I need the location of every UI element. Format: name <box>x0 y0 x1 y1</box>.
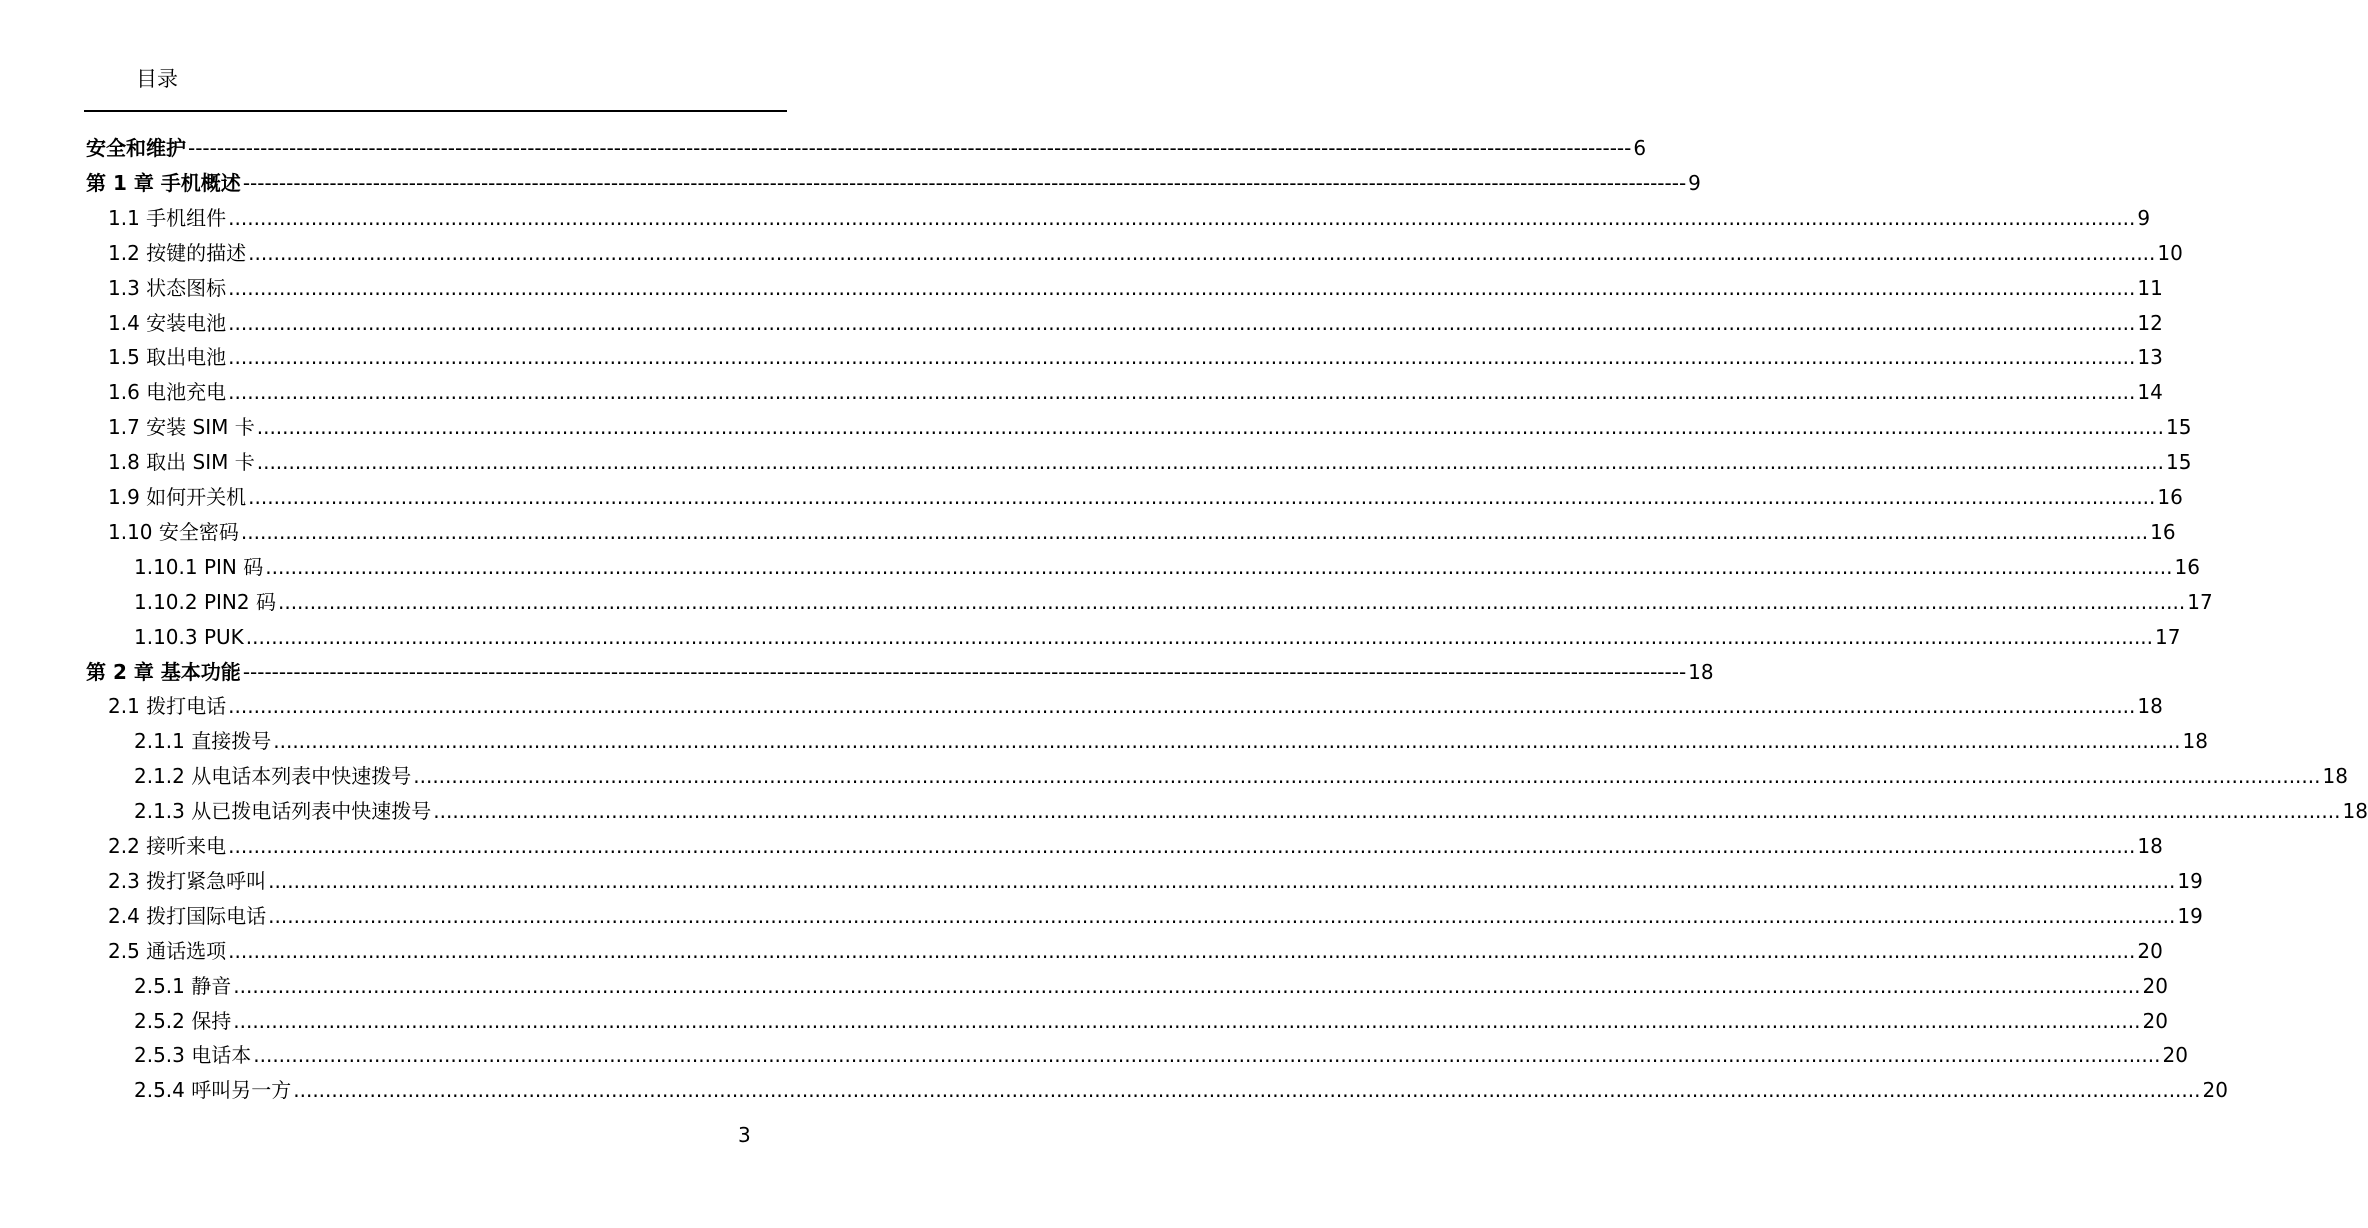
toc-entry[interactable] <box>134 794 2368 828</box>
toc-entry-leader: ............................................................................................................................................................................................................................................................................................................ <box>268 903 2176 928</box>
toc-entry[interactable] <box>108 410 2192 444</box>
header-divider <box>84 110 787 112</box>
toc-entry-title: 1.9 如何开关机 <box>108 485 247 509</box>
toc-entry[interactable] <box>134 724 2208 758</box>
toc-entry-leader: -------------------------------------------------------------------------------------------------------------------------------------------------------------------------------------------------------- <box>242 170 1687 195</box>
toc-entry-leader: ............................................................................................................................................................................................................................................................................................................ <box>293 1078 2201 1103</box>
toc-entry-title: 2.4 拨打国际电话 <box>108 903 267 928</box>
toc-entry-title: 1.8 取出 SIM 卡 <box>108 450 255 475</box>
toc-entry-page: 20 <box>2137 938 2163 963</box>
toc-entry-leader: ............................................................................................................................................................................................................................................................................................................ <box>233 973 2141 998</box>
toc-entry-page: 20 <box>2162 1043 2188 1068</box>
toc-entry-title: 2.1.1 直接拨号 <box>134 729 272 754</box>
toc-entry-page: 18 <box>2137 834 2163 858</box>
toc-entry-page: 20 <box>2142 973 2168 998</box>
toc-entry[interactable] <box>86 166 1701 200</box>
toc-entry[interactable] <box>108 340 2163 374</box>
toc-entry-title: 1.2 按键的描述 <box>108 240 247 265</box>
toc-entry-title: 2.5.4 呼叫另一方 <box>134 1078 292 1103</box>
toc-entry[interactable] <box>108 375 2163 409</box>
toc-entry-title: 1.4 安装电池 <box>108 310 227 335</box>
toc-entry-page: 15 <box>2165 450 2192 475</box>
toc-entry-leader: ............................................................................................................................................................................................................................................................................................................ <box>248 240 2156 265</box>
toc-entry-leader: ............................................................................................................................................................................................................................................................................................................ <box>253 1043 2161 1068</box>
toc-entry[interactable] <box>108 689 2163 723</box>
toc-entry-leader: ............................................................................................................................................................................................................................................................................................................ <box>228 205 2136 230</box>
toc-entry-leader: ............................................................................................................................................................................................................................................................................................................ <box>277 589 2186 614</box>
toc-entry-leader: ............................................................................................................................................................................................................................................................................................................ <box>228 938 2136 963</box>
toc-entry-page: 18 <box>2342 799 2368 824</box>
toc-entry[interactable] <box>134 620 2181 654</box>
toc-entry-page: 19 <box>2177 868 2203 893</box>
toc-entry-leader: ............................................................................................................................................................................................................................................................................................................ <box>413 764 2321 789</box>
toc-entry-title: 2.5.1 静音 <box>134 973 232 998</box>
toc-entry-page: 17 <box>2155 624 2181 649</box>
toc-entry[interactable] <box>108 934 2163 968</box>
toc-entry-title: 1.6 电池充电 <box>108 380 227 405</box>
toc-entry-title: 2.1.2 从电话本列表中快速拨号 <box>134 764 412 789</box>
toc-entry-page: 18 <box>2182 729 2208 754</box>
toc-entry-page: 16 <box>2150 519 2176 544</box>
toc-entry-title: 2.2 接听来电 <box>108 834 227 858</box>
toc-entry-page: 17 <box>2187 589 2213 614</box>
toc-entry[interactable] <box>86 131 1647 165</box>
toc-entry[interactable] <box>108 306 2163 340</box>
toc-entry-page: 19 <box>2177 903 2203 928</box>
toc-entry-page: 18 <box>2322 764 2348 789</box>
toc-entry[interactable] <box>86 655 1714 689</box>
toc-entry-page: 9 <box>1688 170 1701 195</box>
toc-entry[interactable] <box>134 1004 2168 1038</box>
toc-entry-page: 12 <box>2137 310 2163 335</box>
toc-entry-leader: ............................................................................................................................................................................................................................................................................................................ <box>256 415 2164 440</box>
toc-entry-title: 2.5.3 电话本 <box>134 1043 252 1068</box>
toc-entry-title: 1.7 安装 SIM 卡 <box>108 415 255 440</box>
page-number: 3 <box>738 1123 751 1147</box>
toc-entry[interactable] <box>134 1038 2188 1072</box>
toc-entry-leader: ............................................................................................................................................................................................................................................................................................................ <box>245 624 2154 649</box>
toc-entry-page: 16 <box>2157 485 2183 509</box>
toc-entry-page: 16 <box>2174 554 2200 579</box>
toc-entry[interactable] <box>108 236 2183 270</box>
toc-entry-leader: ............................................................................................................................................................................................................................................................................................................ <box>248 485 2156 509</box>
toc-entry-title: 1.10.2 PIN2 码 <box>134 589 276 614</box>
toc-entry-title: 1.10 安全密码 <box>108 519 239 544</box>
toc-entry-page: 20 <box>2202 1078 2228 1103</box>
toc-entry-title: 1.1 手机组件 <box>108 205 227 230</box>
toc-entry[interactable] <box>108 201 2151 235</box>
toc-entry-title: 1.10.3 PUK <box>134 624 244 649</box>
toc-entry-page: 10 <box>2157 240 2183 265</box>
toc-entry[interactable] <box>108 480 2183 514</box>
toc-entry-title: 1.5 取出电池 <box>108 345 227 370</box>
toc-entry-page: 18 <box>2137 694 2163 719</box>
toc-entry[interactable] <box>108 829 2163 863</box>
toc-entry[interactable] <box>108 864 2203 898</box>
toc-entry-title: 2.1 拨打电话 <box>108 694 227 719</box>
toc-entry-title: 2.1.3 从已拨电话列表中快速拨号 <box>134 799 432 824</box>
toc-entry-page: 13 <box>2137 345 2163 370</box>
toc-entry-title: 2.3 拨打紧急呼叫 <box>108 868 267 893</box>
toc-entry-title: 第 1 章 手机概述 <box>86 170 241 195</box>
toc-entry-page: 11 <box>2137 275 2163 300</box>
toc-entry-title: 2.5.2 保持 <box>134 1008 232 1033</box>
toc-entry-leader: ............................................................................................................................................................................................................................................................................................................ <box>228 834 2136 858</box>
toc-entry-title: 安全和维护 <box>86 136 186 160</box>
toc-entry-leader: ............................................................................................................................................................................................................................................................................................................ <box>228 345 2136 370</box>
toc-entry-leader: -------------------------------------------------------------------------------------------------------------------------------------------------------------------------------------------------------- <box>188 136 1632 160</box>
toc-entry-page: 18 <box>1688 659 1714 684</box>
toc-entry[interactable] <box>134 585 2213 619</box>
toc-entry-leader: ............................................................................................................................................................................................................................................................................................................ <box>233 1008 2141 1033</box>
toc-entry-leader: ............................................................................................................................................................................................................................................................................................................ <box>240 519 2149 544</box>
toc-entry-leader: -------------------------------------------------------------------------------------------------------------------------------------------------------------------------------------------------------- <box>242 659 1687 684</box>
toc-entry-leader: ............................................................................................................................................................................................................................................................................................................ <box>228 694 2136 719</box>
toc-entry[interactable] <box>134 759 2348 793</box>
toc-entry-page: 15 <box>2165 415 2192 440</box>
toc-entry-title: 1.10.1 PIN 码 <box>134 554 264 579</box>
toc-entry[interactable] <box>134 550 2200 584</box>
toc-entry-title: 第 2 章 基本功能 <box>86 659 241 684</box>
toc-entry[interactable] <box>134 1073 2228 1107</box>
toc-entry-title: 1.3 状态图标 <box>108 275 227 300</box>
toc-entry[interactable] <box>108 271 2163 305</box>
toc-entry[interactable] <box>134 969 2168 1003</box>
toc-entry-leader: ............................................................................................................................................................................................................................................................................................................ <box>268 868 2176 893</box>
toc-entry-leader: ............................................................................................................................................................................................................................................................................................................ <box>228 275 2136 300</box>
toc-entry[interactable] <box>108 899 2203 933</box>
toc-entry-leader: ............................................................................................................................................................................................................................................................................................................ <box>228 380 2136 405</box>
toc-entry-leader: ............................................................................................................................................................................................................................................................................................................ <box>273 729 2181 754</box>
toc-entry-page: 20 <box>2142 1008 2168 1033</box>
toc-entry-page: 14 <box>2137 380 2163 405</box>
toc-entry[interactable] <box>108 515 2176 549</box>
page-header-title: 目录 <box>136 67 178 91</box>
toc-entry-title: 2.5 通话选项 <box>108 938 227 963</box>
toc-entry-leader: ............................................................................................................................................................................................................................................................................................................ <box>433 799 2341 824</box>
toc-entry-leader: ............................................................................................................................................................................................................................................................................................................ <box>265 554 2173 579</box>
toc-entry-page: 9 <box>2137 205 2151 230</box>
toc-entry[interactable] <box>108 445 2192 479</box>
toc-entry-leader: ............................................................................................................................................................................................................................................................................................................ <box>228 310 2136 335</box>
toc-entry-leader: ............................................................................................................................................................................................................................................................................................................ <box>256 450 2164 475</box>
toc-entry-page: 6 <box>1633 136 1647 160</box>
